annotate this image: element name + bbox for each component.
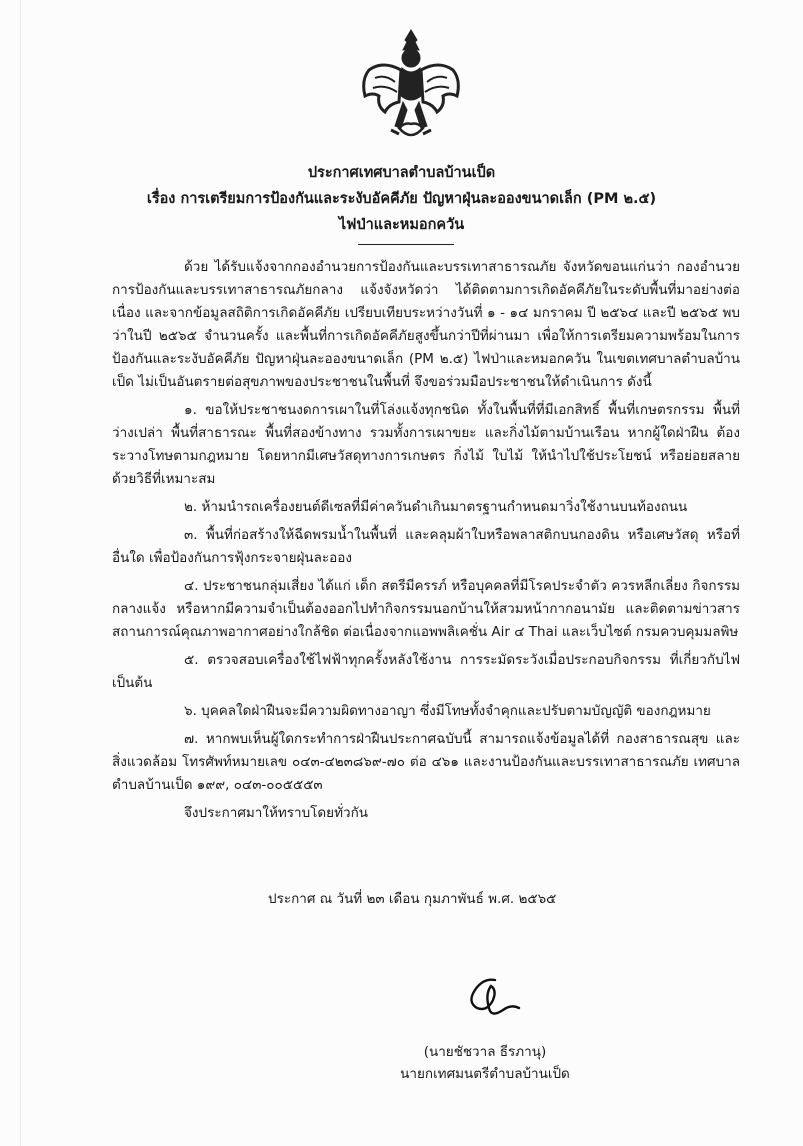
closing-statement: จึงประกาศมาให้ทราบโดยทั่วกัน <box>184 805 368 821</box>
announcement-body <box>112 256 740 830</box>
announcement-date: ประกาศ ณ วันที่ ๒๓ เดือน กุมภาพันธ์ พ.ศ. ๒๕๖๕ <box>268 891 557 907</box>
garuda-emblem-icon <box>355 26 467 144</box>
announcement-subject: เรื่อง การเตรียมการป้องกันและระงับอัคคีภัย ปัญหาฝุ่นละอองขนาดเล็ก (PM ๒.๕) <box>146 191 657 207</box>
signer-title: นายกเทศมนตรีตำบลบ้านเป็ด <box>400 1066 570 1082</box>
item-6-paragraph: ๖. บุคคลใดฝ่าฝืนจะมีความผิดทางอาญา ซึ่งมีโทษทั้งจำคุกและปรับตามบัญญัติ ของกฎหมาย <box>184 703 711 719</box>
item-5-paragraph: ๕. ตรวจสอบเครื่องใช้ไฟฟ้าทุกครั้งหลังใช้งาน การระมัดระวังเมื่อประกอบกิจกรรม ที่เกี่ยวกับไฟ เป็นต้น <box>112 652 740 691</box>
item-1-paragraph: ๑. ขอให้ประชาชนงดการเผาในที่โล่งแจ้งทุกชนิด ทั้งในพื้นที่ที่มีเอกสิทธิ์ พื้นที่เกษตรกรรม พื้นที่ว่างเปล่า พื้นที่สาธารณะ พื้นที่สองข้างทาง รวมทั้งการเผาขยะ และกิ่งไม้ตามบ้านเรือน หากผู้ใดฝ่าฝืน ต้องระวางโทษตามกฎหมาย โดยหากมีเศษวัสดุทางการเกษตร กิ่งไม้ ใบไม้ ให้นำไปใช้ประโยชน์ หรือย่อยสลาย ด้วยวิธีที่เหมาะสม <box>112 402 740 487</box>
intro-paragraph: ด้วย ได้รับแจ้งจากกองอำนวยการป้องกันและบรรเทาสาธารณภัย จังหวัดขอนแก่นว่า กองอำนวยการป้องกันและบรรเทาสาธารณภัยกลาง แจ้งจังหวัดว่า ได้ติดตามการเกิดอัคคีภัยในระดับพื้นที่มาอย่างต่อเนื่อง และจากข้อมูลสถิติการเกิดอัคคีภัย เปรียบเทียบระหว่างวันที่ ๑ - ๑๔ มกราคม ปี ๒๕๖๔ และปี ๒๕๖๕ พบว่าในปี ๒๕๖๕ จำนวนครั้ง และพื้นที่การเกิดอัคคีภัยสูงขึ้นกว่าปีที่ผ่านมา เพื่อให้การเตรียมความพร้อมในการป้องกันและระงับอัคคีภัย ปัญหาฝุ่นละอองขนาดเล็ก (PM ๒.๕) ไฟป่าและหมอกควัน ในเขตเทศบาลตำบลบ้านเป็ด ไม่เป็นอันตรายต่อสุขภาพของประชาชนในพื้นที่ จึงขอร่วมมือประชาชนให้ดำเนินการ ดังนี้ <box>112 259 740 390</box>
item-4-paragraph: ๔. ประชาชนกลุ่มเสี่ยง ได้แก่ เด็ก สตรีมีครรภ์ หรือบุคคลที่มีโรคประจำตัว ควรหลีกเลี่ยง กิจกรรมกลางแจ้ง หรือหากมีความจำเป็นต้องออกไปทำกิจกรรมนอกบ้านให้สวมหน้ากากอนามัย และติดตามข่าวสารสถานการณ์คุณภาพอากาศอย่างใกล้ชิด ต่อเนื่องจากแอพพลิเคชั่น Air ๔ Thai และเว็บไซต์ กรมควบคุมมลพิษ <box>112 578 740 640</box>
item-7-paragraph: ๗. หากพบเห็นผู้ใดกระทำการฝ่าฝืนประกาศฉบับนี้ สามารถแจ้งข้อมูลได้ที่ กองสาธารณสุข และสิ่งแวดล้อม โทรศัพท์หมายเลข ๐๔๓-๔๒๓๘๖๙-๗๐ ต่อ ๔๖๑ และงานป้องกันและบรรเทาสาธารณภัย เทศบาลตำบลบ้านเป็ด ๑๙๙, ๐๔๓-๐๐๕๕๕๓ <box>112 731 740 793</box>
signer-name: (นายชัชวาล ธีรภานุ) <box>423 1044 547 1060</box>
announcement-title: ประกาศเทศบาลตำบลบ้านเป็ด <box>307 165 496 181</box>
item-3-paragraph: ๓. พื้นที่ก่อสร้างให้ฉีดพรมน้ำในพื้นที่ และคลุมผ้าใบหรือพลาสติกบนกองดิน หรือเศษวัสดุ หรือที่อื่นใด เพื่อป้องกันการฟุ้งกระจายฝุ่นละออง <box>112 527 740 566</box>
announcement-subject-continued: ไฟป่าและหมอกควัน <box>338 217 465 233</box>
title-divider <box>358 244 454 245</box>
signature-icon <box>455 974 525 1026</box>
item-2-paragraph: ๒. ห้ามนำรถเครื่องยนต์ดีเซลที่มีค่าควันดำเกินมาตรฐานกำหนดมาวิ่งใช้งานบนท้องถนน <box>184 499 688 515</box>
